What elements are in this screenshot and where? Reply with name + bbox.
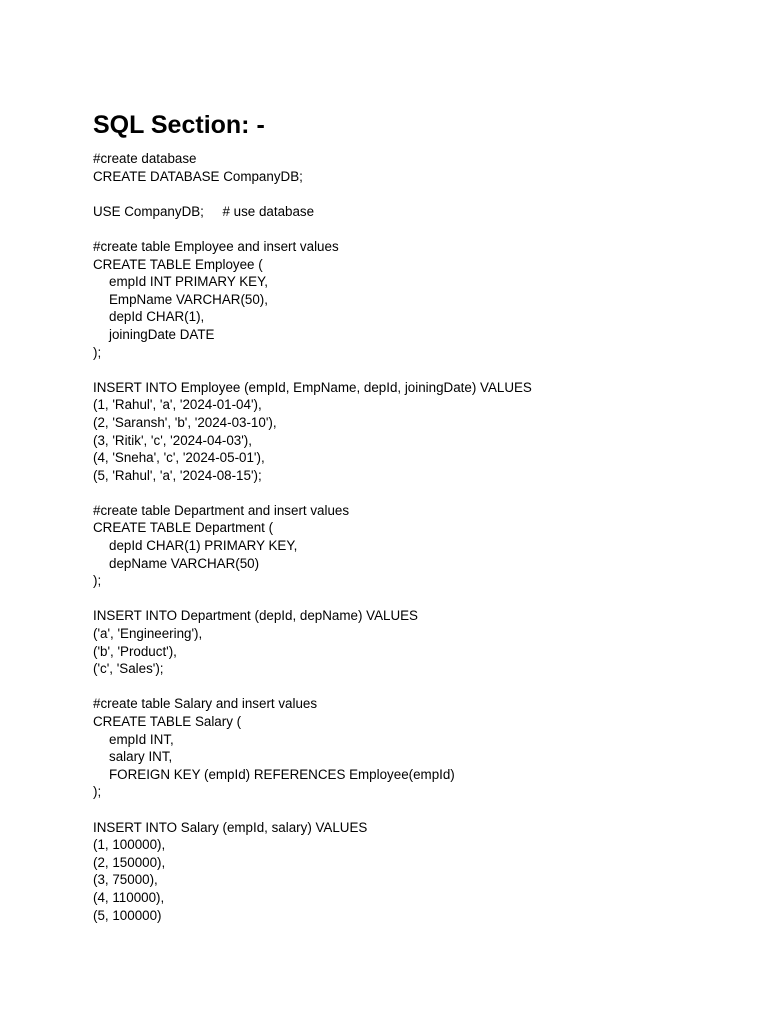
code-line: );	[93, 573, 102, 589]
page-title: SQL Section: -	[93, 111, 265, 139]
code-line: (4, 'Sneha', 'c', '2024-05-01'),	[93, 450, 265, 466]
code-line: ('c', 'Sales');	[93, 661, 164, 677]
code-line: (5, 100000)	[93, 907, 162, 923]
blank-line	[93, 361, 733, 379]
code-line: INSERT INTO Salary (empId, salary) VALUES	[93, 819, 368, 835]
code-line: depId CHAR(1) PRIMARY KEY,	[109, 538, 298, 554]
code-line: (2, 'Saransh', 'b', '2024-03-10'),	[93, 414, 277, 430]
blank-line	[93, 185, 733, 203]
code-line: depId CHAR(1),	[109, 309, 205, 325]
sql-code-block	[93, 150, 733, 924]
code-line: EmpName VARCHAR(50),	[109, 291, 268, 307]
code-line: (2, 150000),	[93, 854, 166, 870]
blank-line	[93, 678, 733, 696]
code-line: USE CompanyDB; # use database	[93, 203, 315, 219]
code-line: );	[93, 784, 102, 800]
code-line: (1, 100000),	[93, 837, 166, 853]
blank-line	[93, 220, 733, 238]
code-line: (3, 'Ritik', 'c', '2024-04-03'),	[93, 432, 252, 448]
code-line: empId INT,	[109, 731, 174, 747]
code-line: (4, 110000),	[93, 889, 165, 905]
code-line: );	[93, 344, 102, 360]
blank-line	[93, 590, 733, 608]
code-line: empId INT PRIMARY KEY,	[109, 274, 269, 290]
code-line: #create table Employee and insert values	[93, 238, 339, 254]
code-line: #create database	[93, 151, 197, 166]
code-line: salary INT,	[109, 749, 173, 765]
code-line: (1, 'Rahul', 'a', '2024-01-04'),	[93, 397, 262, 413]
code-line: ('b', 'Product'),	[93, 643, 177, 659]
code-line: CREATE DATABASE CompanyDB;	[93, 168, 303, 184]
code-line: #create table Department and insert values	[93, 502, 350, 518]
code-line: joiningDate DATE	[109, 326, 215, 342]
code-line: (5, 'Rahul', 'a', '2024-08-15');	[93, 467, 262, 483]
code-line: CREATE TABLE Department (	[93, 520, 274, 536]
code-line: INSERT INTO Employee (empId, EmpName, depId, joiningDate) VALUES	[93, 379, 532, 395]
code-line: CREATE TABLE Salary (	[93, 714, 242, 729]
code-line: FOREIGN KEY (empId) REFERENCES Employee(empId)	[109, 766, 455, 782]
code-line: depName VARCHAR(50)	[109, 555, 260, 571]
code-line: INSERT INTO Department (depId, depName) VALUES	[93, 608, 418, 624]
blank-line	[93, 801, 733, 819]
code-line: (3, 75000),	[93, 872, 158, 888]
code-line: CREATE TABLE Employee (	[93, 256, 263, 272]
code-line: ('a', 'Engineering'),	[93, 626, 203, 642]
document-page	[93, 110, 733, 924]
blank-line	[93, 484, 733, 502]
code-line: #create table Salary and insert values	[93, 696, 318, 712]
